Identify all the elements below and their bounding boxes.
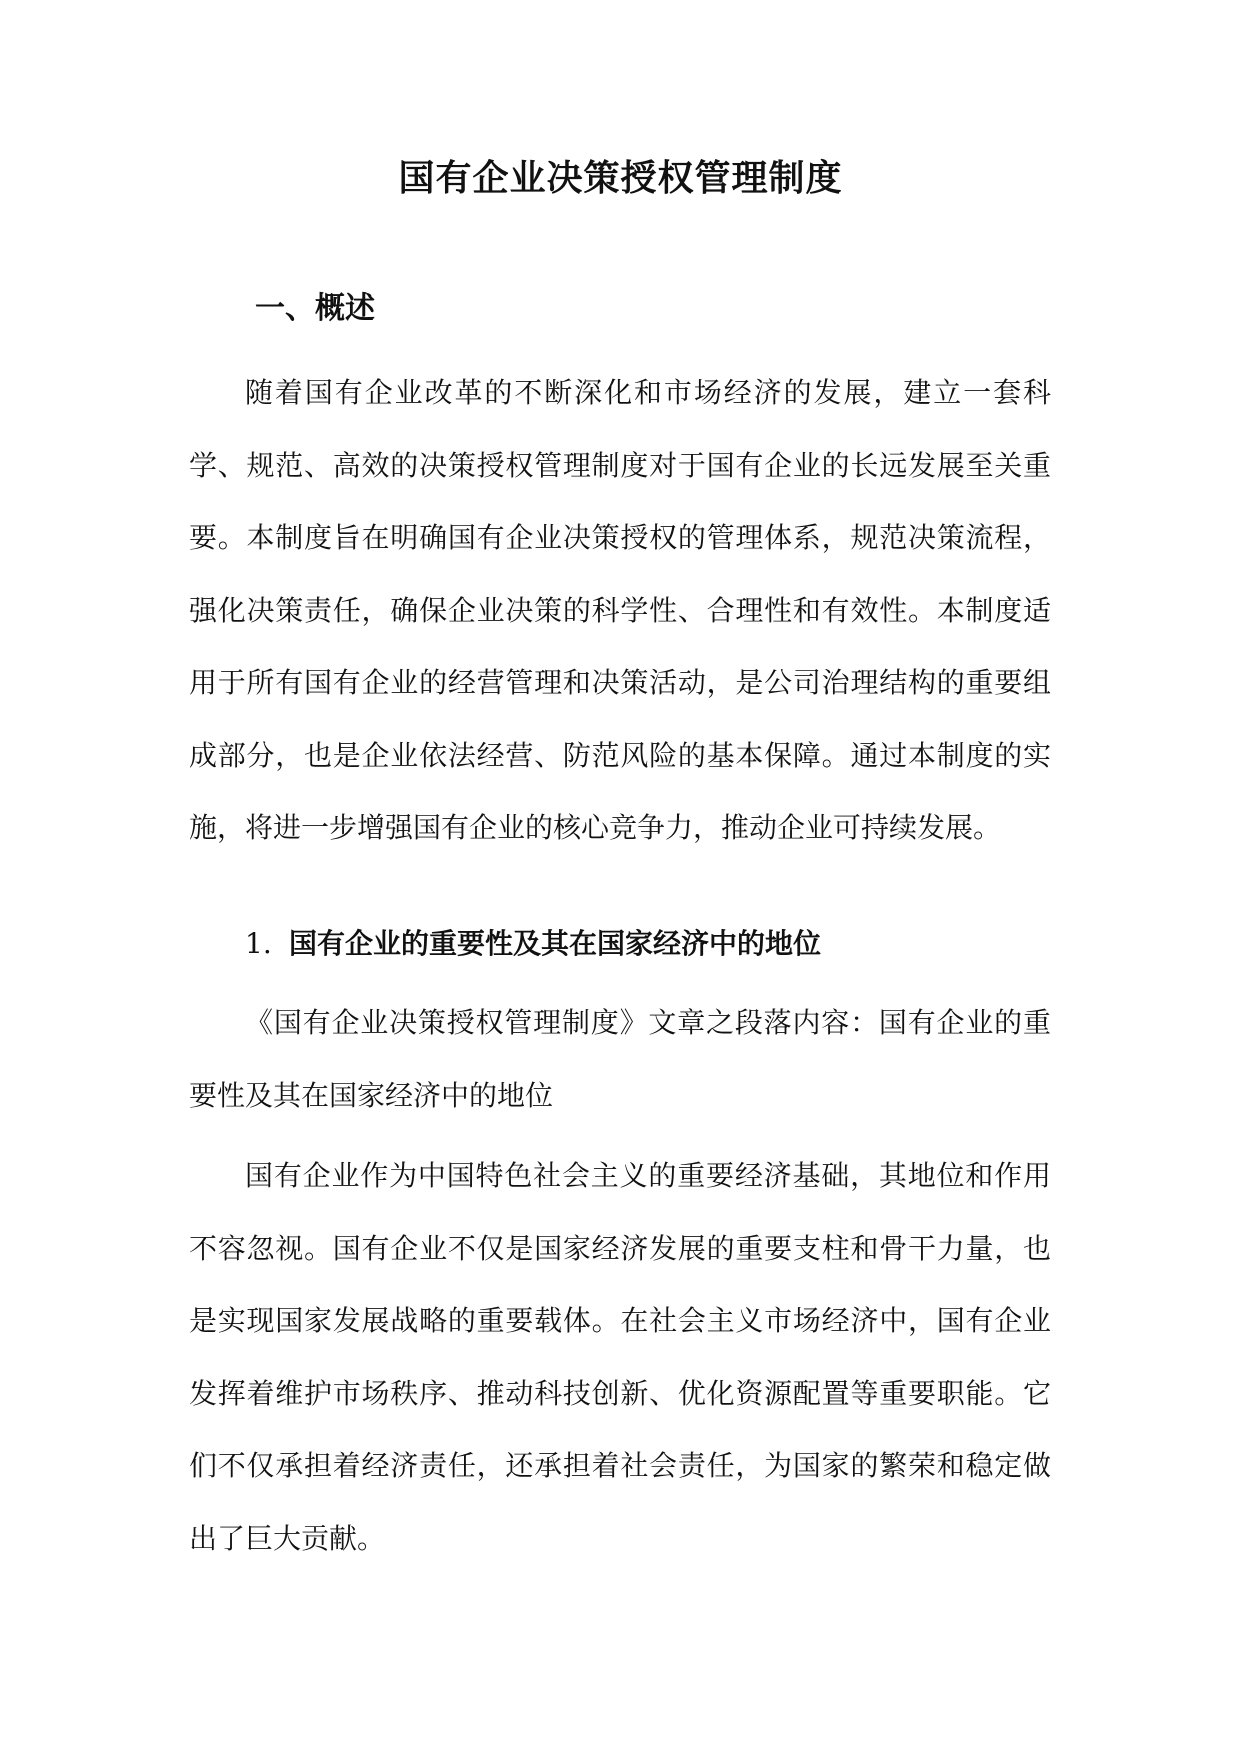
- section-heading-overview: 一、概述: [255, 291, 375, 326]
- subsection-heading: [245, 922, 821, 962]
- overview-paragraph: 随着国有企业改革的不断深化和市场经济的发展，建立一套科学、规范、高效的决策授权管理制度对于国有企业的长远发展至关重要。本制度旨在明确国有企业决策授权的管理体系，规范决策流程，强化决策责任，确保企业决策的科学性、合理性和有效性。本制度适用于所有国有企业的经营管理和决策活动，是公司治理结构的重要组成部分，也是企业依法经营、防范风险的基本保障。通过本制度的实施，将进一步增强国有企业的核心竞争力，推动企业可持续发展。: [189, 376, 1051, 844]
- subsection-paragraph-2: 国有企业作为中国特色社会主义的重要经济基础，其地位和作用不容忽视。国有企业不仅是国家经济发展的重要支柱和骨干力量，也是实现国家发展战略的重要载体。在社会主义市场经济中，国有企业发挥着维护市场秩序、推动科技创新、优化资源配置等重要职能。它们不仅承担着经济责任，还承担着社会责任，为国家的繁荣和稳定做出了巨大贡献。: [189, 1159, 1051, 1555]
- document-title: 国有企业决策授权管理制度: [398, 157, 843, 199]
- subsection-number: 1.: [245, 927, 272, 960]
- subsection-title: 国有企业的重要性及其在国家经济中的地位: [289, 927, 822, 960]
- subsection-paragraph-1: 《国有企业决策授权管理制度》文章之段落内容：国有企业的重要性及其在国家经济中的地位: [189, 1006, 1051, 1112]
